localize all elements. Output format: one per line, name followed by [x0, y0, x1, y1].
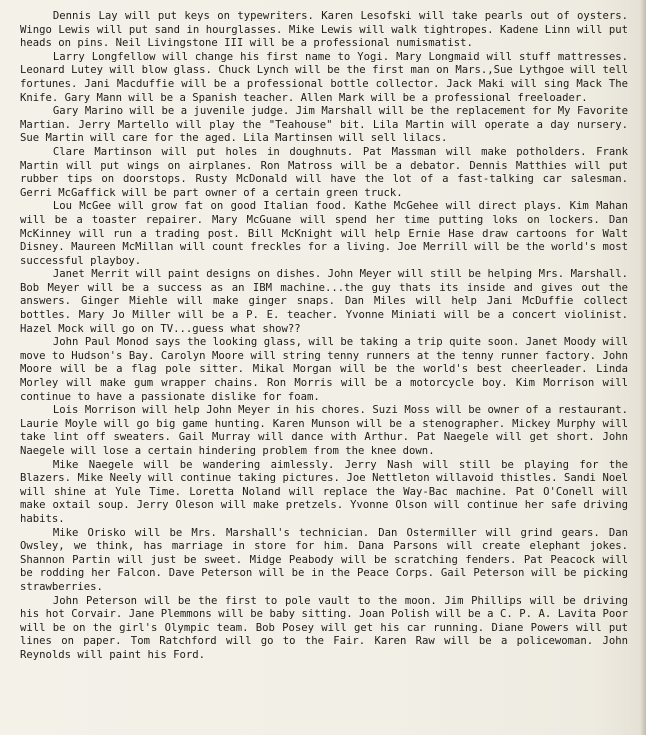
- paragraph-peterson: John Peterson will be the first to pole vault to the moon. Jim Phillips will be driving his hot Corvair. Jane Plemmons will be baby sitting. Joan Polish will be a C. P. A. Lavita Poor will be on the girl's Olympic team. Bob Posey will get his car running. Diane Powers will put lines on paper. Tom Ratchford will go to the Fair. Karen Raw will be a policewoman. John Reynolds will paint his Ford.: [20, 594, 628, 661]
- prophecy-text-column: [20, 10, 628, 663]
- paragraph-longfellow: Larry Longfellow will change his first name to Yogi. Mary Longmaid will stuff mattresses. Leonard Lutey will blow glass. Chuck Lynch will be the first man on Mars.,Sue Lythgoe will tell fortunes. Jani Macduffie will be a professional bottle collector. Jack Maki will sing Mack The Knife. Gary Mann will be a Spanish teacher. Allen Mark will be a professional freeloader.: [20, 50, 628, 104]
- paragraph-merrit: Janet Merrit will paint designs on dishes. John Meyer will still be helping Mrs. Marshall. Bob Meyer will be a success as an IBM machine...the guy thats its inside and gives out the answers. Ginger Miehle will make ginger snaps. Dan Miles will help Jani McDuffie collect bottles. Mary Jo Miller will be a P. E. teacher. Yvonne Miniati will be a concert violinist. Hazel Mock will go on TV...guess what show??: [20, 268, 628, 335]
- paragraph-naegele: Mike Naegele will be wandering aimlessly. Jerry Nash will still be playing for the Blazers. Mike Neely will continue taking pictures. Joe Nettleton willavoid thistles. Sandi Noel will shine at Yule Time. Loretta Noland will replace the Way-Bac machine. Pat O'Conell will make oxtail soup. Jerry Oleson will make pretzels. Yvonne Olson will continue her safe driving habits.: [20, 458, 628, 525]
- paragraph-monod: John Paul Monod says the looking glass, will be taking a trip quite soon. Janet Moody will move to Hudson's Bay. Carolyn Moore will string tenny runners at the tenny runner factory. John Moore will be a flag pole sitter. Mikal Morgan will be the world's best cheerleader. Linda Morley will make gum wrapper chains. Ron Morris will be a motorcycle boy. Kim Morrison will continue to have a passionate dislike for foam.: [20, 336, 628, 403]
- page-binding-shadow: [640, 0, 646, 735]
- paragraph-orisko: Mike Orisko will be Mrs. Marshall's technician. Dan Ostermiller will grind gears. Dan Owsley, we think, has marriage in store for him. Dana Parsons will create elephant jokes. Shannon Partin will just be sweet. Midge Peabody will be scratching fenders. Pat Peacock will be rodding her Falcon. Dave Peterson will be in the Peace Corps. Gail Peterson will be picking strawberries.: [20, 526, 628, 593]
- paragraph-martinson: Clare Martinson will put holes in doughnuts. Pat Massman will make potholders. Frank Martin will put wings on airplanes. Ron Matross will be a debator. Dennis Matthies will put rubber tips on doorstops. Rusty McDonald will have the lot of a fast-talking car salesman. Gerri McGaffick will be part owner of a certain green truck.: [20, 145, 628, 199]
- paragraph-mcgee: Lou McGee will grow fat on good Italian food. Kathe McGehee will direct plays. Kim Mahan will be a toaster repairer. Mary McGuane will spend her time putting loks on lockers. Dan McKinney will run a trading post. Bill McKnight will help Ernie Hase draw cartoons for Walt Disney. Maureen McMillan will count freckles for a living. Joe Merrill will be the world's most successful playboy.: [20, 200, 628, 267]
- paragraph-marino: Gary Marino will be a juvenile judge. Jim Marshall will be the replacement for My Favorite Martian. Jerry Martello will play the "Teahouse" bit. Lila Martin will operate a day nursery. Sue Martin will care for the aged. Lila Martinsen will sell lilacs.: [20, 105, 628, 145]
- paragraph-morrison: Lois Morrison will help John Meyer in his chores. Suzi Moss will be owner of a restaurant. Laurie Moyle will go big game hunting. Karen Munson will be a stenographer. Mickey Murphy will take lint off sweaters. Gail Murray will dance with Arthur. Pat Naegele will get short. John Naegele will lose a certain hindering problem from the knee down.: [20, 404, 628, 457]
- paragraph-l-names: Dennis Lay will put keys on typewriters. Karen Lesofski will take pearls out of oysters. Wingo Lewis will put sand in hourglasses. Mike Lewis will walk tightropes. Kadene Linn will put heads on pins. Neil Livingstone III will be a professional numismatist.: [20, 10, 628, 50]
